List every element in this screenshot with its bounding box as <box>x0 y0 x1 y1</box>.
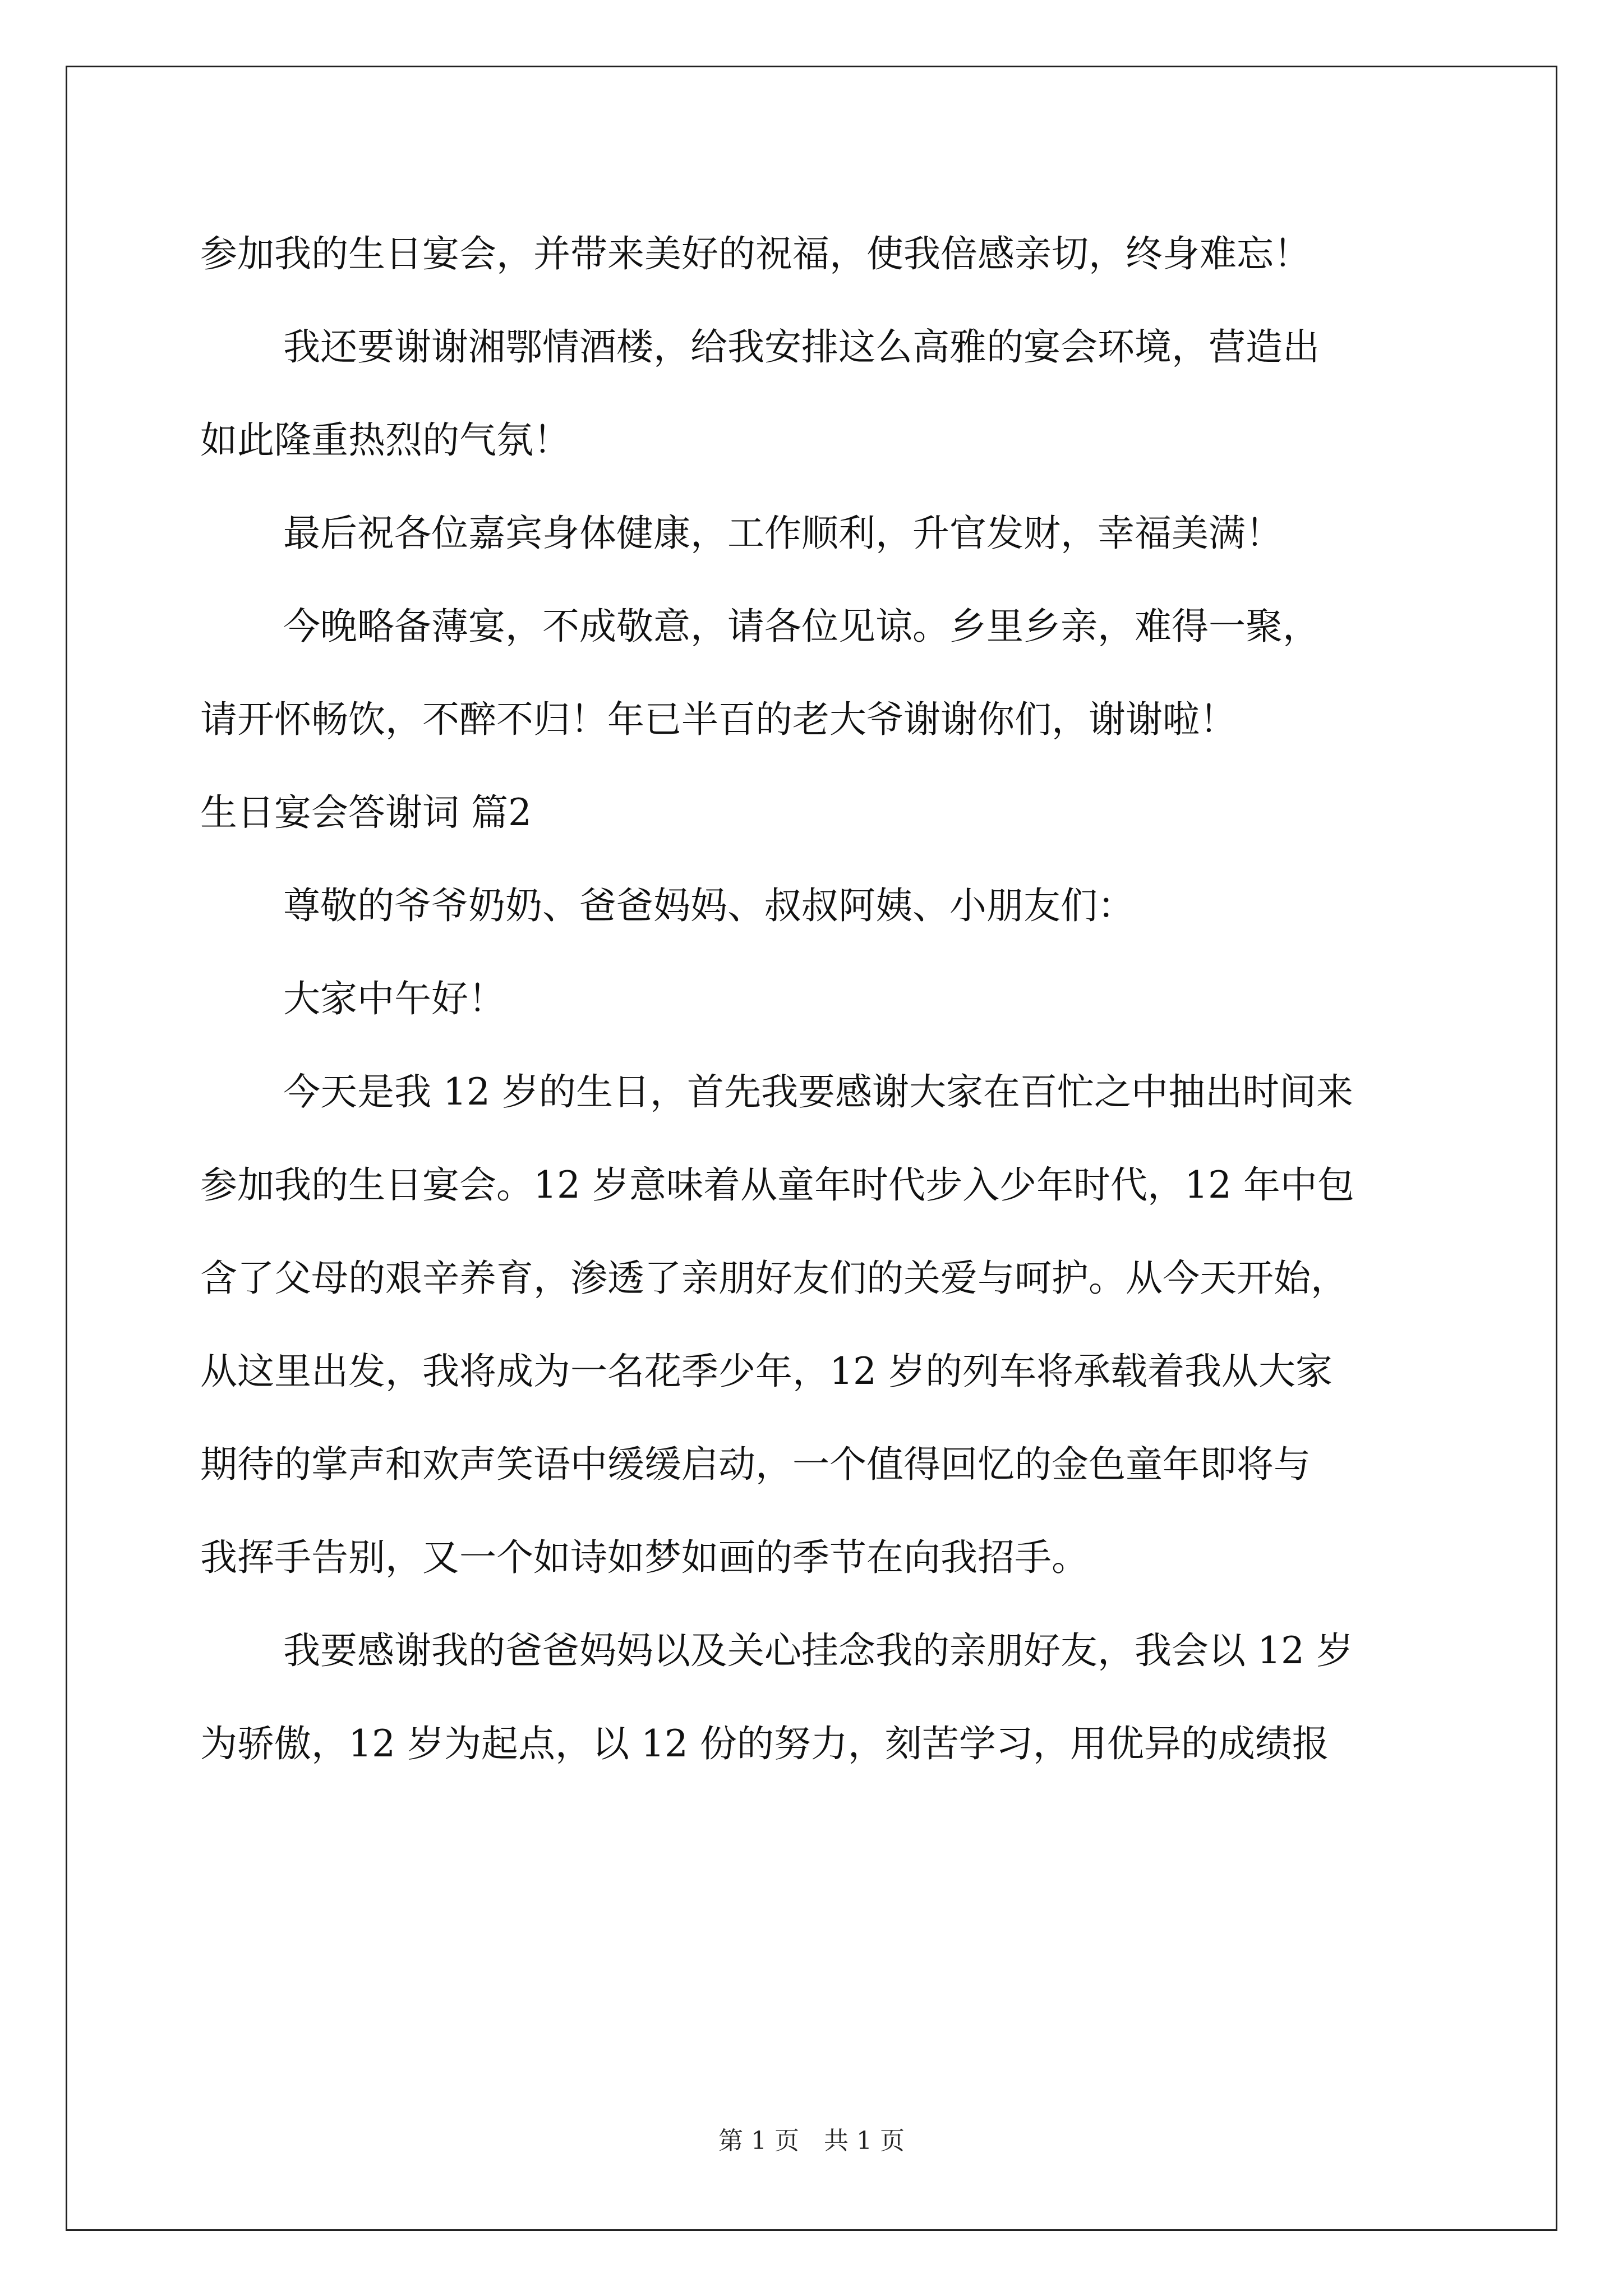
text-line: 参加我的生日宴会。12 岁意味着从童年时代步入少年时代，12 年中包 <box>200 1163 1354 1207</box>
paragraph <box>200 208 1445 301</box>
text-line: 我要感谢我的爸爸妈妈以及关心挂念我的亲朋好友，我会以 12 岁 <box>283 1629 1353 1672</box>
text-line: 尊敬的爷爷奶奶、爸爸妈妈、叔叔阿姨、小朋友们： <box>283 884 1135 927</box>
paragraph <box>200 1046 1445 1604</box>
text-line: 今天是我 12 岁的生日，首先我要感谢大家在百忙之中抽出时间来 <box>283 1070 1353 1114</box>
paragraph <box>200 580 1445 766</box>
paragraph <box>200 1604 1445 1791</box>
text-line: 我挥手告别，又一个如诗如梦如画的季节在向我招手。 <box>200 1536 1089 1579</box>
paragraph <box>200 487 1445 580</box>
text-line: 大家中午好！ <box>283 977 505 1020</box>
text-line: 参加我的生日宴会，并带来美好的祝福，使我倍感亲切，终身难忘！ <box>200 232 1311 275</box>
page-footer: 第 1 页 共 1 页 <box>718 2127 905 2155</box>
text-line: 期待的掌声和欢声笑语中缓缓启动，一个值得回忆的金色童年即将与 <box>200 1443 1311 1486</box>
paragraph <box>200 953 1445 1046</box>
section-heading: 生日宴会答谢词 篇2 <box>200 791 532 834</box>
text-line: 最后祝各位嘉宾身体健康，工作顺利，升官发财，幸福美满！ <box>283 512 1283 555</box>
text-line: 为骄傲，12 岁为起点，以 12 份的努力，刻苦学习，用优异的成绩报 <box>200 1722 1329 1765</box>
text-line: 从这里出发，我将成为一名花季少年，12 岁的列车将承载着我从大家 <box>200 1350 1332 1393</box>
text-line: 我还要谢谢湘鄂情酒楼，给我安排这么高雅的宴会环境，营造出 <box>283 325 1320 369</box>
text-line: 如此隆重热烈的气氛！ <box>200 418 570 462</box>
text-line: 请开怀畅饮，不醉不归！年已半百的老大爷谢谢你们，谢谢啦！ <box>200 698 1237 741</box>
document-body <box>200 208 1445 1791</box>
text-line: 今晚略备薄宴，不成敬意，请各位见谅。乡里乡亲，难得一聚， <box>283 605 1320 648</box>
text-line: 含了父母的艰辛养育，渗透了亲朋好友们的关爱与呵护。从今天开始， <box>200 1257 1348 1300</box>
paragraph <box>200 859 1445 953</box>
paragraph <box>200 301 1445 487</box>
